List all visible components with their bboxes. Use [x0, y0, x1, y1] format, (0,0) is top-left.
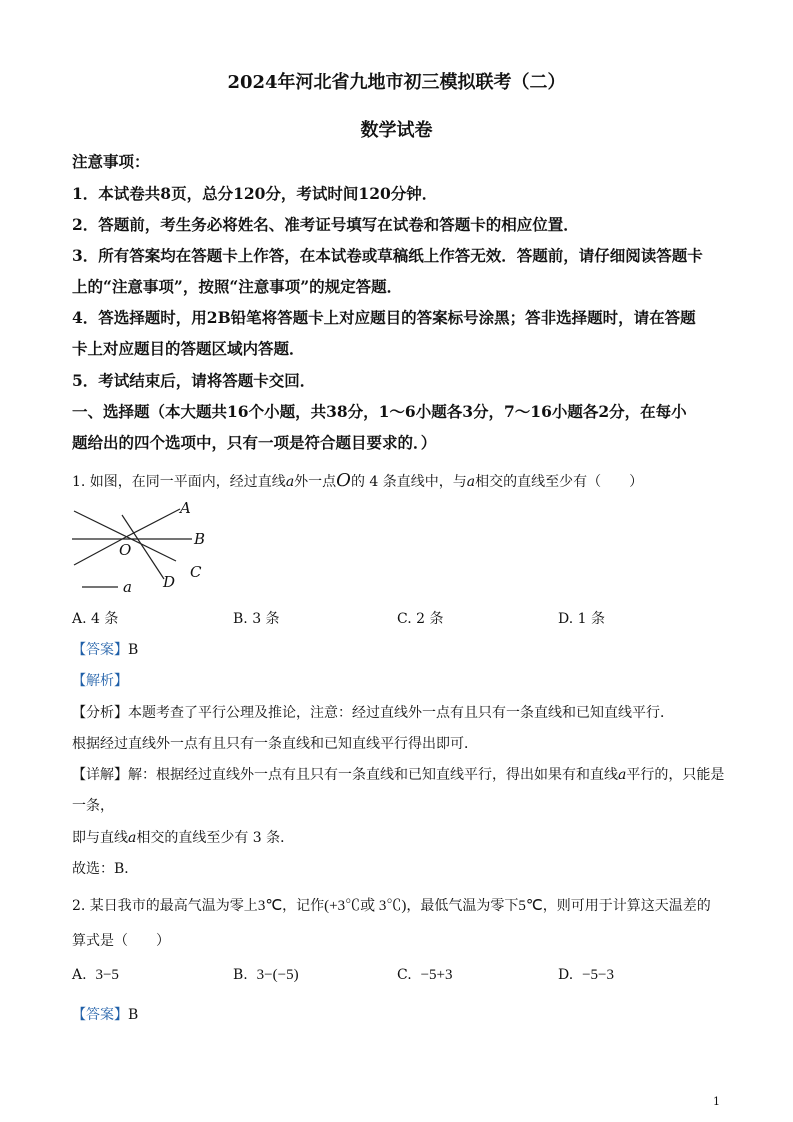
var-a: a [285, 474, 295, 490]
q1-analysis-tag: 【解析】 [72, 673, 128, 689]
section-heading-cont: 题给出的四个选项中，只有一项是符合题目要求的．） [72, 433, 437, 452]
q2-option-a: A. 3−5 [72, 967, 119, 983]
q1-detail-conclusion: 即与直线a相交的直线至少有 3 条． [72, 830, 295, 846]
temp-high: 3℃ [257, 898, 283, 914]
label-O: O [119, 541, 132, 559]
var-a: a [466, 474, 476, 490]
q1-option-c: C. 2 条 [397, 611, 444, 627]
notice-item-1: 1．本试卷共8页，总分120分，考试时间120分钟． [72, 184, 438, 203]
q1-option-d: D. 1 条 [558, 611, 605, 627]
notice-item-4-cont: 卡上对应题目的答题区域内答题． [72, 339, 305, 358]
q1-answer: 【答案】B [72, 642, 139, 658]
label-a: a [123, 578, 132, 596]
notice-item-3: 3．所有答案均在答题卡上作答，在本试卷或草稿纸上作答无效．答题前，请仔细阅读答题卡 [72, 246, 703, 265]
label-A: A [180, 499, 191, 517]
exam-title: 2024年河北省九地市初三模拟联考（二） [227, 72, 566, 93]
exam-subtitle: 数学试卷 [360, 120, 433, 141]
q2-option-c: C. −5+3 [397, 967, 453, 983]
section-heading: 一、选择题（本大题共16个小题，共38分，1～6小题各3分，7～16小题各2分，在每小 [72, 402, 687, 421]
label-D: D [163, 573, 176, 591]
answer-tag: 【答案】 [72, 1007, 128, 1023]
q1-detail-cont: 一条， [72, 798, 114, 814]
q2-option-b: B. 3−(−5) [233, 967, 299, 983]
q1-detail: 【详解】解：根据经过直线外一点有且只有一条直线和已知直线平行，得出如果有和直线a平行的，只能是 [72, 767, 725, 783]
q1-option-a: A. 4 条 [72, 611, 119, 627]
q1-option-b: B. 3 条 [233, 611, 280, 627]
fenxi-tag: 【分析】 [72, 705, 128, 721]
q2-stem-cont: 算式是（ ） [72, 933, 170, 949]
q1-stem: 1. 如图，在同一平面内，经过直线a外一点O的 4 条直线中，与a相交的直线至少有（ ） [72, 470, 644, 491]
q1-figure [60, 495, 220, 600]
q2-option-d: D. −5−3 [558, 967, 615, 983]
var-a: a [128, 830, 137, 846]
notice-item-4: 4．答选择题时，用2B铅笔将答题卡上对应题目的答案标号涂黑；答非选择题时，请在答题 [72, 308, 696, 327]
temp-notation: (+3℃或 3℃) [324, 898, 407, 914]
q1-choice: 故选：B． [72, 861, 139, 877]
notice-item-3-cont: 上的“注意事项”，按照“注意事项”的规定答题． [72, 277, 403, 296]
temp-low: 5℃ [518, 898, 543, 914]
var-a: a [618, 767, 627, 783]
notice-item-2: 2．答题前，考生务必将姓名、准考证号填写在试卷和答题卡的相应位置． [72, 215, 579, 234]
label-B: B [194, 530, 206, 548]
label-C: C [190, 563, 202, 581]
q1-fenxi-cont: 根据经过直线外一点有且只有一条直线和已知直线平行得出即可． [72, 736, 478, 752]
var-o: O [336, 470, 351, 491]
notice-item-5: 5．考试结束后，请将答题卡交回． [72, 371, 316, 390]
q2-answer: 【答案】B [72, 1007, 139, 1023]
detail-tag: 【详解】 [72, 767, 128, 783]
page-number: 1 [713, 1095, 720, 1108]
notice-heading: 注意事项： [72, 152, 150, 171]
q1-fenxi: 【分析】本题考查了平行公理及推论，注意：经过直线外一点有且只有一条直线和已知直线平行． [72, 705, 674, 721]
answer-tag: 【答案】 [72, 642, 128, 658]
q2-stem: 2. 某日我市的最高气温为零上3℃，记作(+3℃或 3℃)，最低气温为零下5℃，则可用于计算这天温差的 [72, 898, 711, 914]
